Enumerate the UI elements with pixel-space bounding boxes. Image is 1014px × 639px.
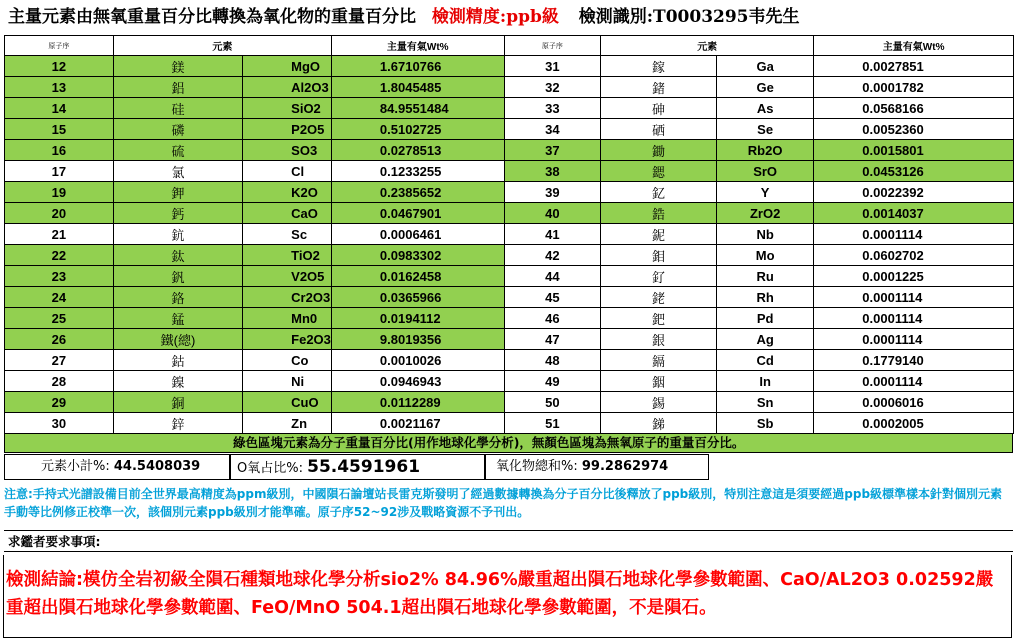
element-name-right: 釕 [601,266,717,287]
atomic-number-right: 45 [504,287,601,308]
element-name-left: 鉻 [113,287,242,308]
element-symbol-right: Pd [716,308,813,329]
element-symbol-left: MgO [243,56,332,77]
element-value-left: 0.1233255 [331,161,504,182]
col-element-right: 元素 [601,36,814,56]
atomic-number-right: 48 [504,350,601,371]
atomic-number-left: 19 [5,182,114,203]
element-name-right: 錫 [601,392,717,413]
element-symbol-right: Y [716,182,813,203]
element-name-right: 釔 [601,182,717,203]
element-name-right: 銀 [601,329,717,350]
element-value-left: 0.0946943 [331,371,504,392]
element-value-left: 0.0112289 [331,392,504,413]
atomic-number-right: 32 [504,77,601,98]
atomic-number-right: 33 [504,98,601,119]
element-symbol-left: K2O [243,182,332,203]
color-legend: 綠色區塊元素為分子重量百分比(用作地球化學分析)，無顏色區塊為無氧原子的重量百分比。 [4,433,1013,453]
element-value-right: 0.0001114 [814,287,1014,308]
table-row [5,392,1014,413]
element-value-right: 0.0001225 [814,266,1014,287]
precision-note: 注意:手持式光譜設備目前全世界最高精度為ppm級別，中國隕石論壇站長雷克斯發明了經過數據轉換為分子百分比後釋放了ppb級別，特別注意這是須要經過ppb級標準樣本針對個別元素手動等比例修正校準一次，該個別元素ppb級別才能準確。原子序52~92涉及戰略資源不予刊出。 [4,487,1003,519]
element-name-left: 錳 [113,308,242,329]
element-value-right: 0.0052360 [814,119,1014,140]
atomic-number-right: 31 [504,56,601,77]
atomic-number-left: 16 [5,140,114,161]
table-row [5,119,1014,140]
element-name-right: 鎵 [601,56,717,77]
element-symbol-left: Cl [243,161,332,182]
element-name-left: 磷 [113,119,242,140]
element-symbol-left: Ni [243,371,332,392]
element-value-right: 0.1779140 [814,350,1014,371]
element-symbol-left: CuO [243,392,332,413]
element-name-right: 銻 [601,413,717,434]
subtotal-value: 44.5408039 [113,459,201,474]
element-name-right: 銦 [601,371,717,392]
atomic-number-right: 44 [504,266,601,287]
element-name-right: 鉬 [601,245,717,266]
atomic-number-left: 25 [5,308,114,329]
atomic-number-left: 21 [5,224,114,245]
element-value-left: 1.6710766 [331,56,504,77]
element-value-right: 0.0602702 [814,245,1014,266]
element-value-right: 0.0022392 [814,182,1014,203]
element-name-right: 鋤 [601,140,717,161]
atomic-number-left: 23 [5,266,114,287]
table-header-row [5,36,1014,56]
element-symbol-right: Ag [716,329,813,350]
element-name-left: 鈧 [113,224,242,245]
element-name-right: 鈀 [601,308,717,329]
element-value-left: 0.0983302 [331,245,504,266]
element-symbol-left: Al2O3 [243,77,332,98]
atomic-number-right: 41 [504,224,601,245]
element-value-left: 0.0467901 [331,203,504,224]
conclusion-text: 檢測結論:模仿全岩初級全隕石種類地球化學分析sio2% 84.96%嚴重超出隕石地球化學參數範圍、CaO/AL2O3 0.02592嚴重超出隕石地球化學參數範圍、FeO/MnO 504.1超出隕石地球化學參數範圍，不是隕石。 [6,570,994,618]
col-content-right: 主量有氣Wt% [814,36,1014,56]
element-name-left: 鎂 [113,56,242,77]
element-symbol-right: Mo [716,245,813,266]
element-symbol-left: SO3 [243,140,332,161]
report-title [0,0,1014,34]
atomic-number-right: 37 [504,140,601,161]
element-symbol-left: Co [243,350,332,371]
element-symbol-right: Rb2O [716,140,813,161]
table-row [5,98,1014,119]
table-row [5,266,1014,287]
element-name-left: 鐵(總) [113,329,242,350]
element-symbol-right: ZrO2 [716,203,813,224]
element-symbol-right: Ge [716,77,813,98]
oxide-total [485,454,709,480]
table-row [5,371,1014,392]
element-value-right: 0.0001114 [814,329,1014,350]
table-row [5,56,1014,77]
table-row [5,329,1014,350]
col-atomic-no-right: 原子序 [504,36,601,56]
table-row [5,161,1014,182]
element-value-right: 0.0001114 [814,224,1014,245]
atomic-number-left: 13 [5,77,114,98]
atomic-number-right: 40 [504,203,601,224]
element-symbol-left: V2O5 [243,266,332,287]
test-id-label: 檢測識別:T0003295韦先生 [578,7,800,27]
element-symbol-right: Ga [716,56,813,77]
element-value-left: 0.0365966 [331,287,504,308]
element-value-right: 0.0453126 [814,161,1014,182]
element-value-left: 0.0194112 [331,308,504,329]
element-name-left: 鈣 [113,203,242,224]
table-row [5,308,1014,329]
element-value-right: 0.0027851 [814,56,1014,77]
table-row [5,182,1014,203]
element-name-right: 砷 [601,98,717,119]
element-name-left: 氯 [113,161,242,182]
atomic-number-left: 28 [5,371,114,392]
atomic-number-right: 50 [504,392,601,413]
atomic-number-left: 27 [5,350,114,371]
element-value-right: 0.0001114 [814,371,1014,392]
col-atomic-no-left: 原子序 [5,36,114,56]
element-name-left: 硫 [113,140,242,161]
table-row [5,140,1014,161]
table-row [5,203,1014,224]
table-row [5,350,1014,371]
element-symbol-right: Rh [716,287,813,308]
element-symbol-left: Sc [243,224,332,245]
element-name-right: 銠 [601,287,717,308]
element-value-right: 0.0001114 [814,308,1014,329]
element-value-left: 0.0010026 [331,350,504,371]
element-symbol-left: Mn0 [243,308,332,329]
atomic-number-right: 42 [504,245,601,266]
element-name-right: 鍺 [601,77,717,98]
element-name-right: 硒 [601,119,717,140]
element-value-right: 0.0568166 [814,98,1014,119]
atomic-number-right: 39 [504,182,601,203]
element-value-right: 0.0015801 [814,140,1014,161]
oxygen-value: 55.4591961 [307,457,421,477]
element-value-left: 9.8019356 [331,329,504,350]
element-name-left: 鋅 [113,413,242,434]
element-value-left: 0.0278513 [331,140,504,161]
element-name-left: 鈷 [113,350,242,371]
table-row [5,224,1014,245]
atomic-number-left: 17 [5,161,114,182]
oxide-label: 氧化物總和%: [496,459,578,474]
element-name-right: 鈮 [601,224,717,245]
element-symbol-left: TiO2 [243,245,332,266]
atomic-number-left: 26 [5,329,114,350]
precision-label: 檢測精度:ppb級 [431,7,559,27]
element-symbol-right: Sn [716,392,813,413]
atomic-number-left: 20 [5,203,114,224]
element-name-left: 鎳 [113,371,242,392]
element-name-right: 鋯 [601,203,717,224]
element-value-left: 84.9551484 [331,98,504,119]
element-symbol-right: In [716,371,813,392]
element-value-right: 0.0006016 [814,392,1014,413]
element-value-left: 0.0006461 [331,224,504,245]
element-value-left: 0.2385652 [331,182,504,203]
element-symbol-right: Se [716,119,813,140]
atomic-number-left: 14 [5,98,114,119]
atomic-number-left: 30 [5,413,114,434]
element-symbol-right: Ru [716,266,813,287]
atomic-number-left: 22 [5,245,114,266]
element-symbol-right: SrO [716,161,813,182]
element-name-left: 釩 [113,266,242,287]
element-value-left: 0.0021167 [331,413,504,434]
element-name-right: 鎘 [601,350,717,371]
element-symbol-left: SiO2 [243,98,332,119]
element-table [4,35,1014,434]
element-name-left: 銅 [113,392,242,413]
element-value-left: 0.0162458 [331,266,504,287]
table-row [5,245,1014,266]
request-row: 求鑑者要求事項: [4,530,1013,552]
element-name-left: 鈦 [113,245,242,266]
element-symbol-left: Fe2O3 [243,329,332,350]
col-content-left: 主量有氣Wt% [331,36,504,56]
element-symbol-right: Sb [716,413,813,434]
element-symbol-left: Cr2O3 [243,287,332,308]
element-symbol-right: As [716,98,813,119]
element-value-left: 0.5102725 [331,119,504,140]
element-name-left: 硅 [113,98,242,119]
atomic-number-right: 47 [504,329,601,350]
col-element-left: 元素 [113,36,331,56]
subtotal-label: 元素小計%: [41,459,110,474]
oxygen-ratio [230,454,485,480]
element-name-left: 鋁 [113,77,242,98]
atomic-number-right: 51 [504,413,601,434]
element-subtotal [4,454,230,480]
element-value-right: 0.0002005 [814,413,1014,434]
element-symbol-left: CaO [243,203,332,224]
atomic-number-left: 12 [5,56,114,77]
atomic-number-right: 49 [504,371,601,392]
element-value-left: 1.8045485 [331,77,504,98]
element-symbol-right: Nb [716,224,813,245]
element-value-right: 0.0014037 [814,203,1014,224]
oxygen-label: O氧占比%: [237,461,303,476]
element-symbol-left: Zn [243,413,332,434]
atomic-number-left: 24 [5,287,114,308]
element-value-right: 0.0001782 [814,77,1014,98]
atomic-number-right: 38 [504,161,601,182]
atomic-number-right: 34 [504,119,601,140]
atomic-number-left: 15 [5,119,114,140]
oxide-value: 99.2862974 [581,459,669,474]
atomic-number-left: 29 [5,392,114,413]
table-row [5,413,1014,434]
atomic-number-right: 46 [504,308,601,329]
element-name-left: 鉀 [113,182,242,203]
element-name-right: 鍶 [601,161,717,182]
table-row [5,77,1014,98]
table-row [5,287,1014,308]
element-symbol-left: P2O5 [243,119,332,140]
title-text: 主量元素由無氧重量百分比轉換為氧化物的重量百分比 [8,7,416,27]
element-symbol-right: Cd [716,350,813,371]
